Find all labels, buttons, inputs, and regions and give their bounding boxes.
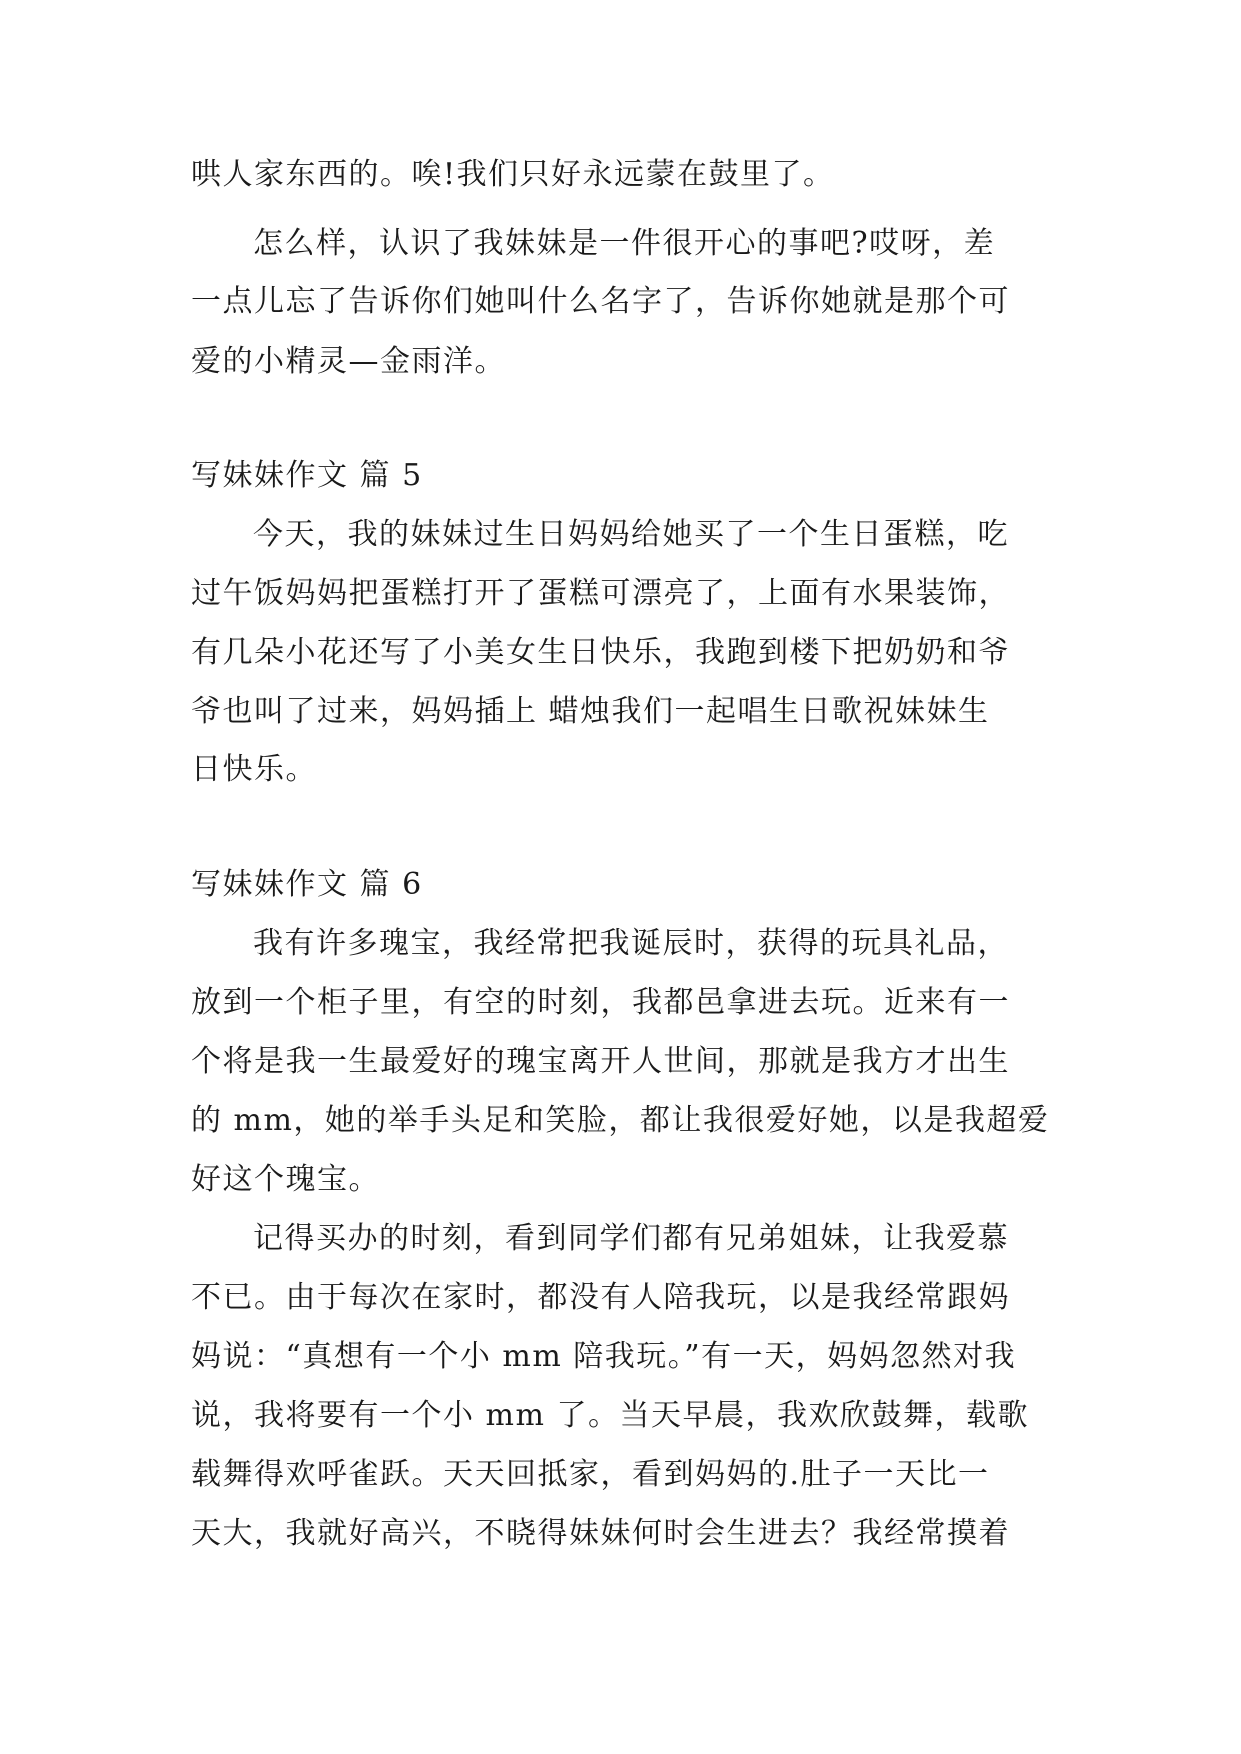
paragraph-line: 说，我将要有一个小 mm 了。当天早晨，我欢欣鼓舞，载歌 [191, 1398, 1029, 1433]
paragraph-line: 妈说：“真想有一个小 mm 陪我玩。”有一天，妈妈忽然对我 [191, 1339, 1017, 1374]
paragraph-line: 过午饭妈妈把蛋糕打开了蛋糕可漂亮了，上面有水果装饰， [191, 576, 1010, 611]
paragraph-line: 个将是我一生最爱好的瑰宝离开人世间，那就是我方才出生 [191, 1044, 1010, 1079]
paragraph-line: 天大，我就好高兴，不晓得妹妹何时会生进去？我经常摸着 [191, 1516, 1010, 1551]
paragraph-line: 我有许多瑰宝，我经常把我诞辰时，获得的玩具礼品， [253, 926, 1009, 961]
paragraph-line: 怎么样，认识了我妹妹是一件很开心的事吧?哎呀，差 [253, 226, 996, 261]
paragraph-line: 今天，我的妹妹过生日妈妈给她买了一个生日蛋糕，吃 [253, 517, 1009, 552]
paragraph-line: 日快乐。 [191, 752, 317, 787]
paragraph-line: 好这个瑰宝。 [191, 1162, 380, 1197]
paragraph-line: 哄人家东西的。唉!我们只好永远蒙在鼓里了。 [191, 157, 835, 192]
paragraph-line: 记得买办的时刻，看到同学们都有兄弟姐妹，让我爱慕 [253, 1221, 1009, 1256]
paragraph-line: 载舞得欢呼雀跃。天天回抵家，看到妈妈的.肚子一天比一 [191, 1457, 990, 1492]
section-heading: 写妹妹作文 篇 6 [191, 867, 423, 902]
paragraph-line: 的 mm，她的举手头足和笑脸，都让我很爱好她，以是我超爱 [191, 1103, 1050, 1138]
paragraph-line: 爷也叫了过来，妈妈插上 蜡烛我们一起唱生日歌祝妹妹生 [191, 694, 990, 729]
paragraph-line: 不已。由于每次在家时，都没有人陪我玩，以是我经常跟妈 [191, 1280, 1010, 1315]
paragraph-line: 有几朵小花还写了小美女生日快乐，我跑到楼下把奶奶和爷 [191, 635, 1010, 670]
paragraph-line: 爱的小精灵—金雨洋。 [191, 344, 506, 379]
paragraph-line: 放到一个柜子里，有空的时刻，我都邑拿进去玩。近来有一 [191, 985, 1010, 1020]
section-heading: 写妹妹作文 篇 5 [191, 458, 423, 493]
paragraph-line: 一点儿忘了告诉你们她叫什么名字了，告诉你她就是那个可 [191, 284, 1010, 319]
